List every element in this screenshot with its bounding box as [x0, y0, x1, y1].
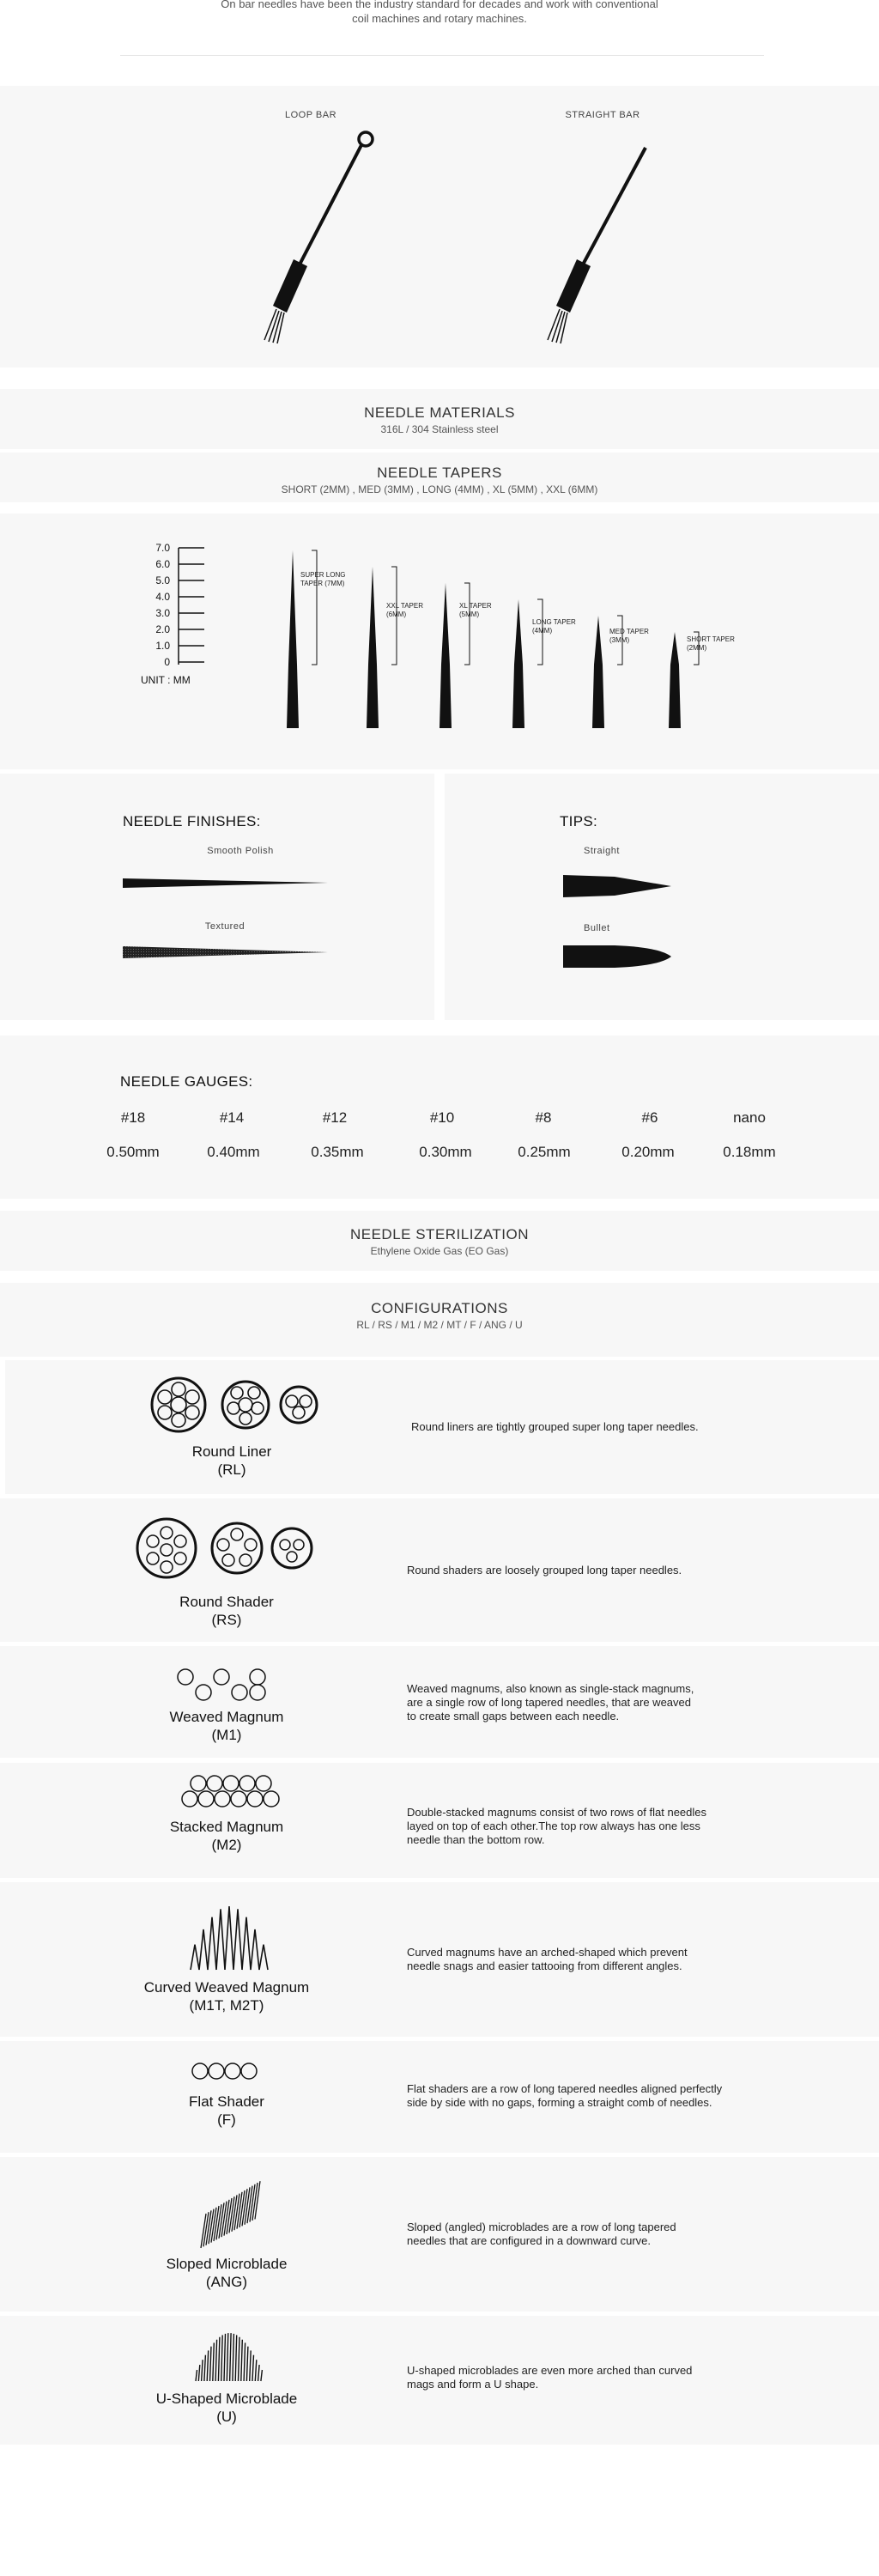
config-description-line: side by side with no gaps, forming a straight comb of needles. — [407, 2096, 712, 2109]
sterilization-subtitle: Ethylene Oxide Gas (EO Gas) — [370, 1245, 509, 1257]
materials-title: NEEDLE MATERIALS — [364, 404, 515, 421]
config-code-label: (U) — [216, 2409, 237, 2425]
config-row — [5, 1360, 879, 1494]
config-code-label: (M1T, M2T) — [189, 1997, 264, 2014]
straight-bar-needle-icon — [515, 129, 687, 352]
smooth-polish-label: Smooth Polish — [207, 846, 274, 856]
taper-label: XXL TAPER — [386, 602, 423, 610]
intro-line-1: On bar needles have been the industry standard for decades and work with conventional — [221, 0, 658, 10]
bullet-tip-icon — [563, 942, 683, 976]
gauge-number: #18 — [120, 1109, 146, 1126]
config-row — [0, 2316, 879, 2445]
tapers-subtitle: SHORT (2MM) , MED (3MM) , LONG (4MM) , XL (5MM) , XXL (6MM) — [281, 483, 598, 495]
straight-tip-icon — [563, 872, 683, 906]
configurations-title: CONFIGURATIONS — [371, 1300, 508, 1316]
taper-label: (3MM) — [609, 636, 630, 644]
config-description — [407, 2082, 785, 2110]
tip-bullet-label: Bullet — [584, 923, 610, 933]
weaved-magnum-icon — [175, 1668, 278, 1703]
gauge-number: #8 — [535, 1109, 552, 1126]
loop-bar-needle-icon — [232, 129, 403, 352]
config-description — [407, 2364, 785, 2391]
gauge-diameter: 0.30mm — [419, 1144, 472, 1160]
sterilization-title: NEEDLE STERILIZATION — [349, 1226, 530, 1242]
config-description-line: U-shaped microblades are even more arched than curved — [407, 2364, 693, 2377]
taper-label: (5MM) — [459, 611, 480, 618]
taper-tick-label: 4.0 — [155, 591, 170, 603]
taper-scale — [141, 542, 204, 686]
gauge-diameter: 0.40mm — [207, 1144, 260, 1160]
taper-label: XL TAPER — [459, 602, 492, 610]
intro-line-2: coil machines and rotary machines. — [352, 12, 527, 25]
round-liner-icon — [151, 1376, 323, 1436]
materials-subtitle: 316L / 304 Stainless steel — [380, 423, 499, 435]
u-shaped-microblade-icon — [192, 2328, 270, 2388]
taper-label: TAPER (7MM) — [300, 580, 345, 587]
gauges-panel — [0, 1036, 879, 1199]
configurations-heading-panel — [0, 1283, 879, 1357]
taper-tick-label: 6.0 — [155, 558, 170, 570]
round-shader-icon — [136, 1516, 316, 1584]
config-description-line: Round liners are tightly grouped super long taper needles. — [411, 1420, 699, 1433]
gauge-diameter: 0.18mm — [723, 1144, 776, 1160]
config-name-label: Stacked Magnum — [169, 1819, 284, 1835]
config-description-line: mags and form a U shape. — [407, 2378, 539, 2391]
textured-needle-icon — [123, 944, 337, 969]
config-description-line: Double-stacked magnums consist of two rows of flat needles — [407, 1806, 707, 1819]
config-description — [407, 2221, 785, 2248]
config-name-label: Weaved Magnum — [169, 1709, 284, 1725]
bar-types-panel — [0, 86, 879, 368]
config-description-line: to create small gaps between each needle. — [407, 1710, 620, 1722]
taper-tick-label: 1.0 — [155, 640, 170, 652]
config-code-label: (RL) — [217, 1461, 246, 1478]
config-name — [115, 2390, 338, 2426]
config-name-label: Flat Shader — [189, 2093, 264, 2110]
config-code-label: (RS) — [211, 1612, 242, 1628]
config-name-label: Sloped Microblade — [166, 2256, 288, 2272]
config-name-label: Curved Weaved Magnum — [143, 1979, 310, 1996]
curved-weaved-magnum-icon — [187, 1898, 273, 1975]
taper-label: SUPER LONG — [300, 571, 346, 579]
config-name-label: U-Shaped Microblade — [155, 2391, 298, 2407]
materials-panel — [0, 389, 879, 449]
config-row — [0, 1498, 879, 1642]
gauges-title: NEEDLE GAUGES: — [120, 1073, 253, 1090]
taper-tick-label: 3.0 — [155, 607, 170, 619]
taper-tick-label: 0 — [164, 656, 170, 668]
config-name — [115, 1593, 338, 1629]
config-description-line: layed on top of each other.The top row always has one less — [407, 1820, 700, 1832]
taper-label: (2MM) — [687, 644, 707, 652]
sterilization-panel — [0, 1211, 879, 1271]
config-description — [407, 1806, 785, 1847]
flat-shader-icon — [191, 2062, 268, 2082]
config-description — [411, 1420, 789, 1434]
textured-label: Textured — [204, 921, 246, 932]
taper-unit-label: UNIT : MM — [141, 674, 191, 686]
config-name — [115, 1818, 338, 1854]
config-row — [0, 1646, 879, 1758]
config-name-label: Round Liner — [191, 1443, 272, 1460]
tapers-heading-panel — [0, 453, 879, 502]
tapers-chart-panel — [0, 513, 879, 769]
taper-needles — [287, 550, 699, 728]
config-description — [407, 1682, 785, 1723]
tips-panel — [445, 774, 879, 1020]
config-description-line: Sloped (angled) microblades are a row of long tapered — [407, 2221, 676, 2233]
finishes-panel — [0, 774, 434, 1020]
config-row — [0, 1763, 879, 1878]
tapers-title: NEEDLE TAPERS — [377, 465, 502, 481]
config-description-line: needle snags and easier tattooing from different angles. — [407, 1959, 682, 1972]
taper-tick-label: 7.0 — [155, 542, 170, 554]
config-description-line: Flat shaders are a row of long tapered needles aligned perfectly — [407, 2082, 723, 2095]
config-description-line: are a single row of long tapered needles, that are weaved — [407, 1696, 691, 1709]
config-description-line: needles that are configured in a downward curve. — [407, 2234, 652, 2247]
config-row — [0, 1882, 879, 2037]
gauge-diameter: 0.35mm — [311, 1144, 364, 1160]
tip-straight-label: Straight — [584, 846, 620, 856]
taper-needle-icon — [367, 567, 397, 728]
config-row — [0, 2041, 879, 2153]
config-description — [407, 1564, 785, 1577]
config-name — [115, 2093, 338, 2129]
loop-bar-label: LOOP BAR — [284, 110, 337, 120]
taper-label: (6MM) — [386, 611, 407, 618]
config-code-label: (F) — [217, 2111, 236, 2128]
taper-tick-label: 5.0 — [155, 574, 170, 586]
gauge-number: #10 — [429, 1109, 455, 1126]
config-name — [115, 2255, 338, 2291]
taper-label: (4MM) — [532, 627, 553, 635]
gauge-number: #12 — [322, 1109, 348, 1126]
config-name — [115, 1978, 338, 2014]
gauge-number: #14 — [219, 1109, 245, 1126]
divider — [120, 55, 764, 56]
configurations-subtitle: RL / RS / M1 / M2 / MT / F / ANG / U — [356, 1319, 523, 1331]
taper-tick-label: 2.0 — [155, 623, 170, 635]
config-description-line: needle than the bottom row. — [407, 1833, 545, 1846]
stacked-magnum-icon — [180, 1775, 292, 1813]
config-code-label: (M1) — [211, 1727, 242, 1743]
intro-text — [0, 0, 879, 26]
taper-label: LONG TAPER — [532, 618, 576, 626]
config-code-label: (ANG) — [205, 2274, 248, 2290]
config-name — [115, 1708, 338, 1744]
config-code-label: (M2) — [211, 1837, 242, 1853]
config-name — [120, 1443, 343, 1479]
taper-label: SHORT TAPER — [687, 635, 735, 643]
config-row — [0, 2157, 879, 2312]
taper-diagram — [0, 513, 879, 769]
gauge-diameter: 0.25mm — [518, 1144, 571, 1160]
taper-label: MED TAPER — [609, 628, 649, 635]
tips-title: TIPS: — [560, 813, 598, 829]
smooth-needle-icon — [123, 875, 337, 901]
config-description-line: Round shaders are loosely grouped long taper needles. — [407, 1564, 682, 1577]
config-description — [407, 1946, 785, 1973]
sloped-microblade-icon — [196, 2176, 264, 2253]
config-description-line: Weaved magnums, also known as single-stack magnums, — [407, 1682, 694, 1695]
straight-bar-label: STRAIGHT BAR — [565, 110, 640, 120]
gauge-diameter: 0.20mm — [621, 1144, 675, 1160]
config-description-line: Curved magnums have an arched-shaped which prevent — [407, 1946, 688, 1959]
gauge-diameter: 0.50mm — [106, 1144, 160, 1160]
gauge-number: nano — [733, 1109, 766, 1126]
finishes-title: NEEDLE FINISHES: — [123, 813, 261, 829]
config-name-label: Round Shader — [179, 1594, 274, 1610]
gauge-number: #6 — [641, 1109, 658, 1126]
